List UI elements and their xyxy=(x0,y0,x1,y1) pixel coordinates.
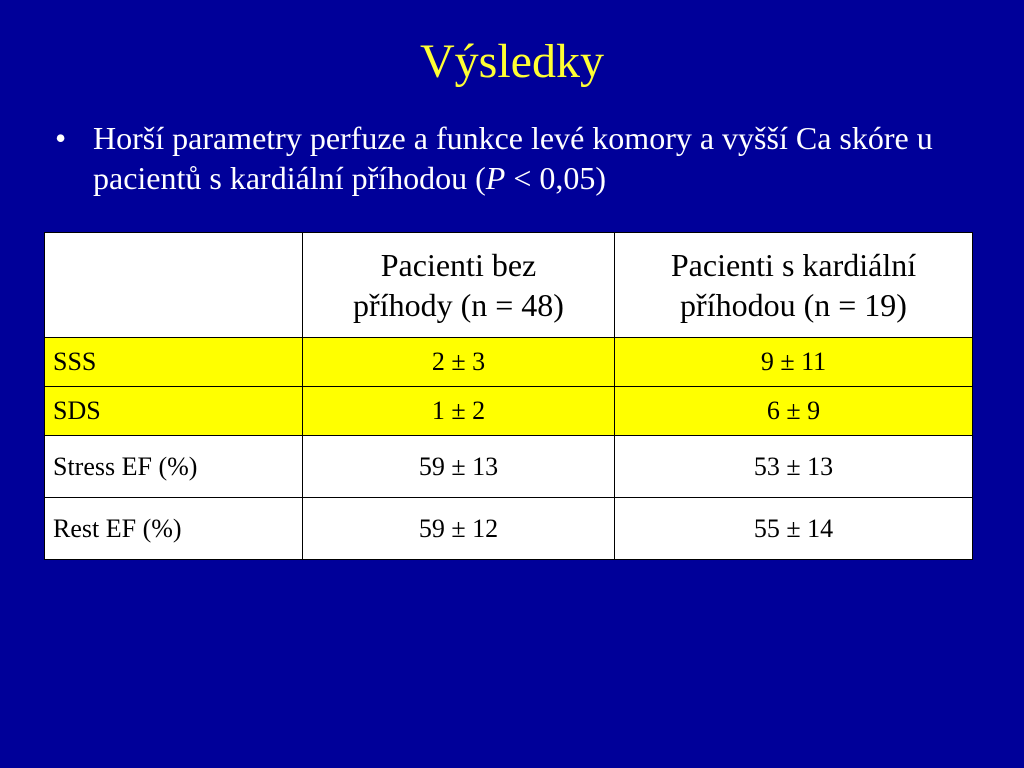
header-group-with-event xyxy=(615,233,973,338)
row-label: Rest EF (%) xyxy=(45,498,303,560)
p-value-symbol: P xyxy=(485,160,506,196)
bullet-text-end: < 0,05) xyxy=(505,160,607,196)
bullet-text-main: Horší parametry perfuze a funkce levé komory a vyšší Ca skóre u pacientů s kardiální příhodou ( xyxy=(93,120,933,196)
row-label: SSS xyxy=(45,338,303,387)
value-cell: 59 ± 12 xyxy=(303,498,615,560)
table-row-rest-ef xyxy=(45,498,973,560)
table-row-stress-ef xyxy=(45,436,973,498)
row-label: SDS xyxy=(45,387,303,436)
header-corner-cell xyxy=(45,233,303,338)
bullet-item xyxy=(55,118,985,198)
bullet-text xyxy=(93,118,985,198)
header-line: příhody (n = 48) xyxy=(353,287,564,323)
value-cell: 55 ± 14 xyxy=(615,498,973,560)
value-cell: 53 ± 13 xyxy=(615,436,973,498)
header-line: Pacienti s kardiální xyxy=(670,247,917,283)
value-cell: 9 ± 11 xyxy=(615,338,973,387)
table-row-sss xyxy=(45,338,973,387)
header-line: Pacienti bez xyxy=(380,247,537,283)
row-label: Stress EF (%) xyxy=(45,436,303,498)
header-group-without-event xyxy=(303,233,615,338)
bullet-list xyxy=(55,118,985,198)
table-header-row xyxy=(45,233,973,338)
bullet-marker: • xyxy=(55,120,67,156)
results-table xyxy=(44,232,973,560)
slide-title: Výsledky xyxy=(420,35,604,88)
value-cell: 2 ± 3 xyxy=(303,338,615,387)
value-cell: 59 ± 13 xyxy=(303,436,615,498)
header-line: příhodou (n = 19) xyxy=(680,287,907,323)
value-cell: 6 ± 9 xyxy=(615,387,973,436)
value-cell: 1 ± 2 xyxy=(303,387,615,436)
table-row-sds xyxy=(45,387,973,436)
